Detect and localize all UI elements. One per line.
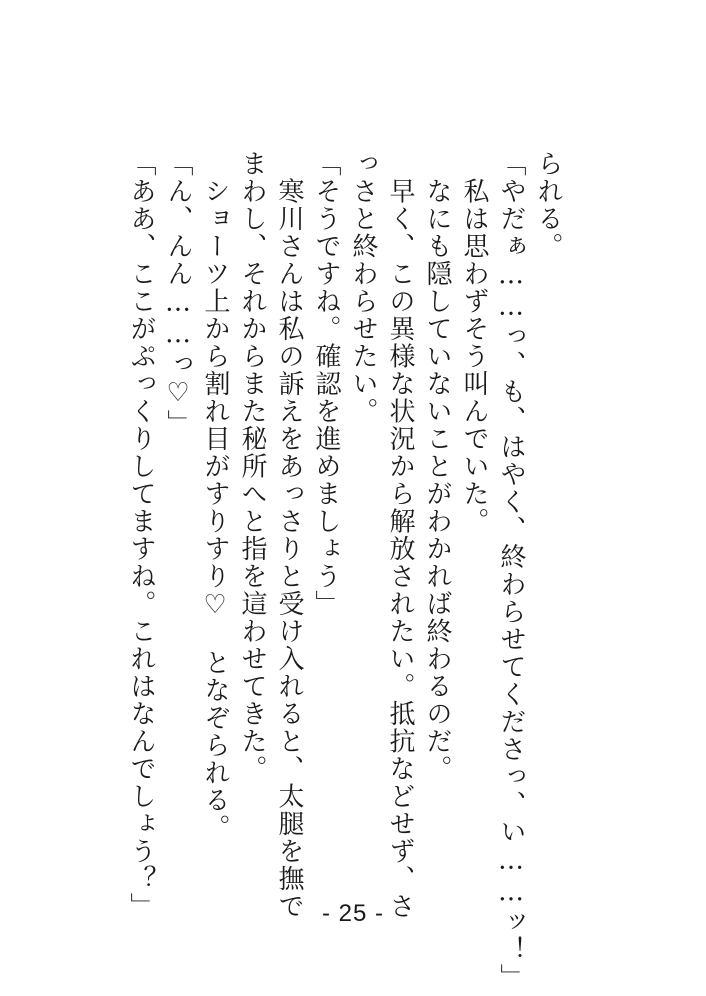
text-line: 寒川さんは私の訴えをあっさりと受け入れると、太腿を撫で (274, 150, 304, 920)
text-line: 「ああ、ここがぷっくりしてますね。これはなんでしょう？」 (126, 150, 156, 920)
page-number: - 25 - (321, 900, 384, 927)
text-line: 「そうですね。確認を進めましょう」 (311, 150, 341, 618)
text-line: なにも隠していないことがわかれば終わるのだ。 (422, 150, 452, 783)
text-line: まわし、それからまた秘所へと指を這わせてきた。 (237, 150, 267, 783)
text-line: 私は思わずそう叫んでいた。 (459, 150, 489, 535)
text-line: 「ん、んん……っ♡」 (163, 150, 193, 437)
text-line: ショーツ上から割れ目がすりすり♡ となぞられる。 (200, 150, 230, 842)
text-line: っさと終わらせたい。 (348, 150, 378, 425)
text-line: 「やだぁ……っ、も、はやく、終わらせてくださっ、い……ッ！」 (496, 150, 526, 991)
text-line: 早く、この異様な状況から解放されたい。抵抗などせず、さ (385, 150, 415, 920)
text-line: られる。 (533, 150, 563, 260)
